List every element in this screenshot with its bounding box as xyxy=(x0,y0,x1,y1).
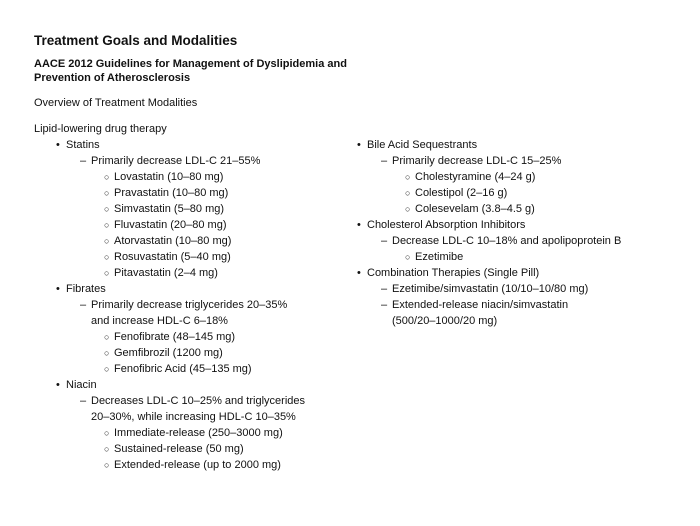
fibrates-effect-line-1: Primarily decrease triglycerides 20–35% xyxy=(91,299,288,311)
circle-icon: ○ xyxy=(104,444,110,454)
drug-item xyxy=(34,249,354,265)
page-title: Treatment Goals and Modalities xyxy=(34,33,238,48)
bile-acid-label: Bile Acid Sequestrants xyxy=(367,139,478,151)
bullet-icon: • xyxy=(357,139,361,151)
fibrates-label: Fibrates xyxy=(66,283,106,295)
drug-item xyxy=(357,169,687,185)
subtitle-line-2: Prevention of Atherosclerosis xyxy=(34,72,191,84)
drug-name: Fluvastatin (20–80 mg) xyxy=(114,219,227,231)
cholesterol-absorption-effect xyxy=(357,233,687,249)
drug-name: Fenofibric Acid (45–135 mg) xyxy=(114,363,252,375)
drug-item xyxy=(34,201,354,217)
drug-item xyxy=(34,185,354,201)
drug-name: Pravastatin (10–80 mg) xyxy=(114,187,229,199)
bullet-icon: • xyxy=(56,379,60,391)
bullet-icon: • xyxy=(357,219,361,231)
cholesterol-absorption-item xyxy=(357,217,687,233)
combination-entry xyxy=(357,297,687,329)
drug-item xyxy=(34,361,354,377)
circle-icon: ○ xyxy=(104,220,110,230)
drug-item xyxy=(357,201,687,217)
circle-icon: ○ xyxy=(405,204,411,214)
drug-item xyxy=(34,233,354,249)
drug-item xyxy=(34,457,354,473)
combination-label: Combination Therapies (Single Pill) xyxy=(367,267,540,279)
drug-item xyxy=(34,425,354,441)
dash-icon: – xyxy=(381,283,388,295)
circle-icon: ○ xyxy=(104,188,110,198)
niacin-effect xyxy=(34,393,354,425)
statins-effect xyxy=(34,153,354,169)
drug-item xyxy=(34,441,354,457)
drug-name: Rosuvastatin (5–40 mg) xyxy=(114,251,231,263)
subtitle-line-1: AACE 2012 Guidelines for Management of Dyslipidemia and xyxy=(34,58,347,70)
drug-name: Pitavastatin (2–4 mg) xyxy=(114,267,218,279)
dash-icon: – xyxy=(381,235,388,247)
combination-entry-line-1: Extended-release niacin/simvastatin xyxy=(392,299,569,311)
overview-heading: Overview of Treatment Modalities xyxy=(34,97,198,109)
niacin-effect-line-1: Decreases LDL-C 10–25% and triglycerides xyxy=(91,395,305,407)
bile-acid-effect-text: Primarily decrease LDL-C 15–25% xyxy=(392,155,562,167)
circle-icon: ○ xyxy=(405,252,411,262)
combination-entry xyxy=(357,281,687,297)
drug-name: Extended-release (up to 2000 mg) xyxy=(114,459,281,471)
combination-entry-line-2: (500/20–1000/20 mg) xyxy=(392,315,498,327)
niacin-effect-line-2: 20–30%, while increasing HDL-C 10–35% xyxy=(91,411,296,423)
statins-item xyxy=(34,137,354,153)
circle-icon: ○ xyxy=(405,188,411,198)
niacin-label: Niacin xyxy=(66,379,97,391)
dash-icon: – xyxy=(381,299,388,311)
circle-icon: ○ xyxy=(104,172,110,182)
bile-acid-effect xyxy=(357,153,687,169)
bullet-icon: • xyxy=(357,267,361,279)
drug-name: Colestipol (2–16 g) xyxy=(415,187,508,199)
drug-name: Ezetimibe xyxy=(415,251,464,263)
circle-icon: ○ xyxy=(104,460,110,470)
drug-name: Immediate-release (250–3000 mg) xyxy=(114,427,283,439)
drug-item xyxy=(357,249,687,265)
circle-icon: ○ xyxy=(104,364,110,374)
drug-name: Colesevelam (3.8–4.5 g) xyxy=(415,203,535,215)
drug-name: Sustained-release (50 mg) xyxy=(114,443,244,455)
combination-item xyxy=(357,265,687,281)
drug-item xyxy=(34,345,354,361)
circle-icon: ○ xyxy=(104,428,110,438)
bullet-icon: • xyxy=(56,139,60,151)
circle-icon: ○ xyxy=(104,268,110,278)
dash-icon: – xyxy=(80,395,87,407)
dash-icon: – xyxy=(80,155,87,167)
dash-icon: – xyxy=(381,155,388,167)
circle-icon: ○ xyxy=(104,252,110,262)
drug-item xyxy=(34,217,354,233)
circle-icon: ○ xyxy=(405,172,411,182)
drug-name: Simvastatin (5–80 mg) xyxy=(114,203,225,215)
niacin-item xyxy=(34,377,354,393)
dash-icon: – xyxy=(80,299,87,311)
drug-item xyxy=(34,169,354,185)
fibrates-effect xyxy=(34,297,354,329)
circle-icon: ○ xyxy=(104,348,110,358)
bile-acid-item xyxy=(357,137,687,153)
circle-icon: ○ xyxy=(104,204,110,214)
drug-item xyxy=(34,265,354,281)
drug-name: Fenofibrate (48–145 mg) xyxy=(114,331,236,343)
statins-label: Statins xyxy=(66,139,100,151)
drug-name: Cholestyramine (4–24 g) xyxy=(415,171,536,183)
drug-name: Gemfibrozil (1200 mg) xyxy=(114,347,223,359)
cholesterol-absorption-label: Cholesterol Absorption Inhibitors xyxy=(367,219,526,231)
circle-icon: ○ xyxy=(104,236,110,246)
drug-therapy-heading: Lipid-lowering drug therapy xyxy=(34,123,167,135)
left-column xyxy=(34,121,354,473)
drug-name: Atorvastatin (10–80 mg) xyxy=(114,235,232,247)
fibrates-effect-line-2: and increase HDL-C 6–18% xyxy=(91,315,228,327)
circle-icon: ○ xyxy=(104,332,110,342)
cholesterol-absorption-effect-text: Decrease LDL-C 10–18% and apolipoprotein B xyxy=(392,235,622,247)
statins-effect-text: Primarily decrease LDL-C 21–55% xyxy=(91,155,261,167)
drug-item xyxy=(34,329,354,345)
drug-item xyxy=(357,185,687,201)
bullet-icon: • xyxy=(56,283,60,295)
right-column xyxy=(357,137,687,329)
drug-name: Lovastatin (10–80 mg) xyxy=(114,171,224,183)
guideline-subtitle xyxy=(34,57,347,85)
fibrates-item xyxy=(34,281,354,297)
combination-entry-text: Ezetimibe/simvastatin (10/10–10/80 mg) xyxy=(392,283,589,295)
